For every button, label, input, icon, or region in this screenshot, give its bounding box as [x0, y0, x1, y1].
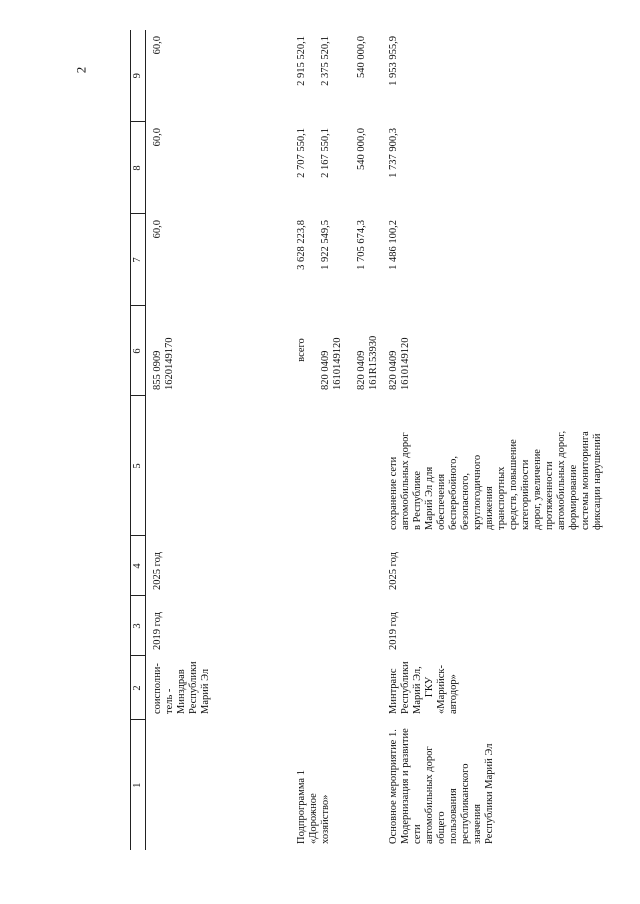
cell-result [382, 396, 604, 536]
cell-line: 1 737 900,3 [388, 128, 399, 178]
cell-line: 2 375 520,1 [320, 36, 331, 86]
cell-line: «Марийск- [436, 665, 447, 714]
cell-line: тель - [164, 688, 175, 714]
column-header: 6 [131, 306, 146, 396]
cell-value-col7 [290, 214, 382, 306]
cell-line: Марий Эл для [424, 466, 435, 530]
cell-start-year: 2019 год [152, 612, 163, 650]
cell-program-name [146, 720, 291, 850]
cell-line: Республики [400, 661, 411, 714]
column-header: 4 [131, 536, 146, 596]
cell-line: системы мониторинга [580, 431, 591, 530]
cell-line: сохранение сети [388, 456, 399, 530]
table-row [146, 30, 291, 850]
cell-line: 540 000,0 [356, 128, 367, 170]
column-header: 9 [131, 30, 146, 122]
cell-line: средств, повышение [508, 439, 519, 530]
cell-executor [146, 656, 291, 720]
cell-value-col8 [146, 122, 291, 214]
table-row [290, 30, 382, 850]
column-header: 1 [131, 720, 146, 850]
cell-line: 60,0 [152, 128, 163, 147]
cell-line: Минтранс [388, 668, 399, 714]
cell-end-year [290, 536, 382, 596]
cell-line [344, 128, 356, 208]
cell-line: автомобильных дорог общего [424, 746, 447, 844]
cell-line: движения [484, 486, 495, 530]
cell-line: автодор» [448, 674, 459, 714]
cell-line: всего [296, 338, 307, 362]
cell-line: соисполни- [152, 663, 163, 714]
cell-line [332, 36, 344, 116]
cell-line [308, 128, 320, 208]
cell-line: Модернизация и развитие сети [400, 728, 423, 844]
cell-line: 2 915 520,1 [296, 36, 307, 86]
cell-line: 2 707 550,1 [296, 128, 307, 178]
cell-executor [290, 656, 382, 720]
cell-value-col9 [290, 30, 382, 122]
cell-budget-code [146, 306, 291, 396]
cell-start-year: 2019 год [388, 612, 399, 650]
cell-line: 1 705 674,3 [356, 220, 367, 270]
cell-executor [382, 656, 604, 720]
cell-line: категорийности [520, 459, 531, 530]
cell-line: 1 922 549,5 [320, 220, 331, 270]
cell-line: Минздрав [176, 669, 187, 714]
cell-line: Основное мероприятие 1. [388, 729, 399, 844]
cell-result [146, 396, 291, 536]
cell-line: Республики Марий Эл [484, 743, 495, 844]
cell-value-col9 [382, 30, 604, 122]
cell-line: 1620149170 [164, 337, 175, 390]
header-row [131, 30, 146, 850]
cell-line: автомобильных дорог, [556, 430, 567, 530]
cell-line: ГКУ [424, 676, 435, 698]
cell-line: фиксации нарушений [592, 433, 603, 530]
cell-line: бесперебойного, [448, 456, 459, 530]
cell-line: 1610149120 [400, 337, 411, 390]
cell-line: 1 953 955,9 [388, 36, 399, 86]
cell-line: Марий Эл, [412, 666, 423, 714]
cell-line: 540 000,0 [356, 36, 367, 78]
cell-value-col9 [146, 30, 291, 122]
cell-budget-code [382, 306, 604, 396]
cell-line: формирование [568, 464, 579, 530]
cell-line: 1 486 100,2 [388, 220, 399, 270]
cell-line: 60,0 [152, 36, 163, 55]
rotated-table-area [130, 30, 603, 850]
cell-line: 855 0909 [152, 350, 163, 390]
column-header: 2 [131, 656, 146, 720]
cell-value-col8 [382, 122, 604, 214]
cell-line: обеспечения [436, 473, 447, 530]
cell-program-name [382, 720, 604, 850]
cell-budget-code [290, 306, 382, 396]
cell-line: 3 628 223,8 [296, 220, 307, 270]
cell-line [308, 220, 320, 300]
cell-line: 820 0409 [356, 350, 367, 390]
page-number: 2 [73, 66, 89, 74]
cell-line: круглогодичного [472, 454, 483, 530]
cell-line: хозяйство» [320, 794, 331, 844]
cell-line: транспортных [496, 466, 507, 530]
cell-line: 1610149120 [332, 337, 343, 390]
table-row [382, 30, 604, 850]
cell-value-col7 [382, 214, 604, 306]
cell-end-year: 2025 год [388, 552, 399, 590]
cell-line: 161R153930 [368, 335, 379, 390]
column-header: 5 [131, 396, 146, 536]
cell-line: республиканского значения [460, 763, 483, 844]
cell-line: пользования [448, 788, 459, 844]
cell-line: протяженности [544, 461, 555, 530]
cell-line: безопасного, [460, 472, 471, 530]
cell-program-name [290, 720, 382, 850]
cell-line [344, 36, 356, 116]
cell-start-year [290, 596, 382, 656]
cell-line [344, 220, 356, 300]
column-header: 7 [131, 214, 146, 306]
cell-line [344, 310, 356, 390]
cell-line: в Республике [412, 470, 423, 530]
cell-line: 820 0409 [320, 350, 331, 390]
cell-line: 820 0409 [388, 350, 399, 390]
program-table [130, 30, 604, 850]
cell-line: Подпрограмма 1 «Дорожное [296, 770, 319, 844]
column-header: 8 [131, 122, 146, 214]
cell-line: Республики [188, 661, 199, 714]
cell-line [332, 128, 344, 208]
cell-result [290, 396, 382, 536]
column-header: 3 [131, 596, 146, 656]
cell-line: 2 167 550,1 [320, 128, 331, 178]
cell-value-col8 [290, 122, 382, 214]
cell-line [332, 220, 344, 300]
cell-line: дорог, увеличение [532, 449, 543, 530]
cell-line: автомобильных дорог [400, 432, 411, 530]
cell-line: 60,0 [152, 220, 163, 239]
cell-end-year: 2025 год [152, 552, 163, 590]
cell-line [308, 36, 320, 116]
cell-line: Марий Эл [200, 668, 211, 714]
cell-value-col7 [146, 214, 291, 306]
cell-line [308, 310, 320, 390]
